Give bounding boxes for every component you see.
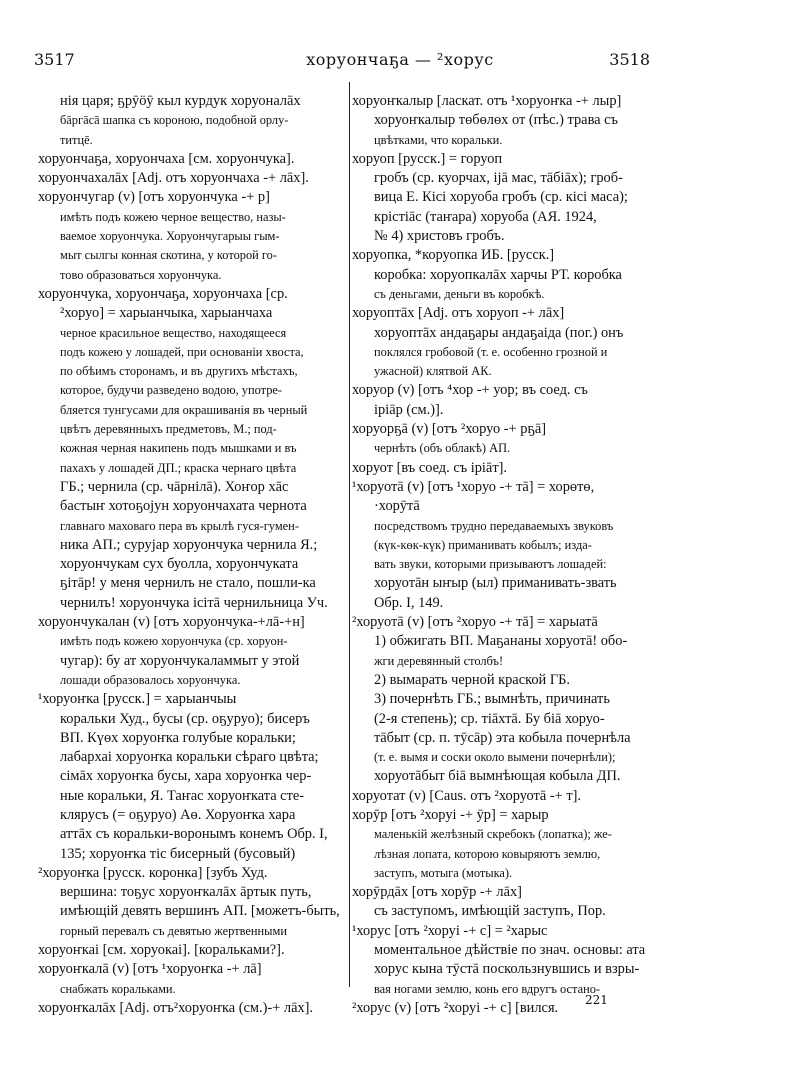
dictionary-line: хорӯр [отъ ²хоруі -+ ӯр] = харыр [352,806,549,823]
dictionary-line: хоруотат (v) [Caus. отъ ²хоруотā -+ т]. [352,787,581,804]
dictionary-line: снабжать коральками. [60,981,176,996]
dictionary-line: чугар): бу ат хоруончукаламмыт у этой [60,652,300,669]
left-column [38,92,344,1018]
dictionary-line: поклялся гробовой (т. е. особенно грозной и [374,344,608,359]
dictionary-line: 135; хоруоҥка тіс бисерный (бусовый) [60,845,296,862]
dictionary-line: хоруот [въ соед. съ іріāт]. [352,459,508,476]
dictionary-line: хорӯрдāх [отъ хорӯр -+ лāх] [352,884,522,901]
dictionary-line: клярусъ (= оҕуруо) Аө. Хоруоҥка хара [60,806,296,823]
dictionary-line: 1) обжигать ВП. Маҕананы хоруотā! обо- [374,633,628,650]
dictionary-line: съ заступомъ, имѣющій заступъ, Пор. [374,903,606,920]
dictionary-line: подъ кожею у лошадей, при основаніи хвоста, [60,344,304,359]
dictionary-line: чернилъ! хоруончука ісітā чернильница Уч. [60,594,328,611]
dictionary-line: чернѣть (объ облакѣ) АП. [374,441,511,456]
dictionary-line: маленькій желѣзный скребокъ (лопатка); же- [374,827,612,842]
dictionary-line: бляется тунгусами для окрашиванія въ черный [60,402,308,417]
dictionary-line: хоруончука, хоруончаҕа, хоруончаха [ср. [38,285,288,302]
dictionary-line: іріāр (см.)]. [374,401,444,418]
dictionary-line: хоруоҥкалыр төбөлөх от (пѣс.) трава съ [374,112,618,129]
dictionary-line: заступъ, мотыга (мотыка). [374,865,513,880]
dictionary-line: вица Е. Кісі хоруоба гробъ (ср. кісі маса); [374,189,628,206]
dictionary-line: тово образоваться хоруончука. [60,267,222,282]
dictionary-line: моментальное дѣйствіе по знач. основы: ата [374,942,646,959]
dictionary-line: пахахъ у лошадей ДП.; краска чернаго цвѣта [60,460,297,475]
dictionary-line: хоруоп [русск.] = горуоп [352,150,503,167]
dictionary-line: хоруотāбыт біā вымнѣющая кобыла ДП. [374,768,621,785]
dictionary-line: ҕітāр! у меня чернилъ не стало, пошли-ка [60,575,316,592]
dictionary-line: 2) вымарать черной краской ГБ. [374,671,571,688]
dictionary-line: вая ногами землю, конь его вдругъ остано- [374,981,601,996]
dictionary-line: ²хоруоҥка [русск. коронка] [зубъ Худ. [38,864,268,881]
page-header [0,50,800,74]
dictionary-line: ГБ.; чернила (ср. чāрнілā). Хоҥор хāс [60,478,289,495]
dictionary-line: хоруоҥкалыр [ласкат. отъ ¹хоруоҥка -+ лыр] [352,93,622,109]
dictionary-line: ²хоруо] = харыанчыка, харыанчаха [60,305,273,322]
dictionary-line: ¹хоруоҥка [русск.] = харыанчыы [38,691,237,708]
dictionary-line: кожная черная накипень подъ мышками и въ [60,441,297,456]
dictionary-line: цвѣтками, что коральки. [374,132,503,147]
dictionary-line: цвѣтъ деревянныхъ предметовъ, М.; под- [60,422,277,437]
dictionary-line: ваемое хоруончука. Хоруончугарыы гым- [60,229,280,244]
dictionary-line: мыт сылгы конная скотина, у которой го- [60,248,278,263]
dictionary-line: коральки Худ., бусы (ср. оҕуруо); бисеръ [60,710,310,727]
signature-mark: 221 [585,993,608,1007]
running-title: хоруончаҕа — ²хорус [306,50,494,69]
dictionary-line: ²хоруотā (v) [отъ ²хоруо -+ тā] = харыатā [352,614,598,631]
dictionary-line: горный перевалъ съ девятью жертвенными [60,923,287,938]
dictionary-line: хоруоҥкаі [см. хоруокаі]. [коральками?]. [38,942,285,959]
dictionary-line: хоруоптāх андаҕары андаҕаіда (пог.) онъ [374,324,624,341]
dictionary-line: лабархаі хоруоҥка коральки сѣраго цвѣта; [60,749,319,766]
dictionary-line: хоруончукалан (v) [отъ хоруончука-+лā-+н] [38,614,305,631]
dictionary-line: ¹хорус [отъ ²хоруі -+ с] = ²харыс [352,922,548,939]
dictionary-line: ¹хоруотā (v) [отъ ¹хоруо -+ тā] = хорөтө, [352,478,595,495]
dictionary-line: главнаго маховаго пера въ крылѣ гуся-гумен- [60,518,299,533]
dictionary-line: имѣть подъ кожею черное вещество, назы- [60,209,286,224]
dictionary-line: черное красильное вещество, находящееся [60,325,287,340]
dictionary-line: хоруончахалāх [Adj. отъ хоруончаха -+ лāх]. [38,170,309,187]
dictionary-line: сімāх хоруоҥка бусы, хара хоруоҥка чер- [60,768,312,785]
dictionary-line: ВП. Күөх хоруоҥка голубые коральки; [60,729,296,746]
dictionary-line: хоруоҥкалā (v) [отъ ¹хоруоҥка -+ лā] [38,961,262,978]
dictionary-line: ужасной) клятвой АК. [374,364,492,379]
dictionary-line: хоруончугар (v) [отъ хоруончука -+ р] [38,189,270,206]
dictionary-line: ²хорус (v) [отъ ²хоруі -+ с] [вился. [352,999,559,1016]
dictionary-line: вершина: тоҕус хоруоҥкалāх āртык путь, [60,884,312,901]
dictionary-line: 3) почернѣть ГБ.; вымнѣть, причинать [374,691,610,708]
dictionary-line: титцē. [60,132,93,147]
dictionary-line: хоруопка, *коруопка ИБ. [русск.] [352,247,555,264]
dictionary-line: (т. е. вымя и соски около вымени почернѣли); [374,750,616,765]
dictionary-line: хоруончукам сух буолла, хоруончуката [60,556,299,573]
dictionary-line: имѣть подъ кожею хоруончука (ср. хоруон- [60,634,288,649]
dictionary-line: вать звуки, которыми призываютъ лошадей: [374,557,607,572]
dictionary-line: хоруончаҕа, хоруончаха [см. хоруончука]. [38,150,295,167]
dictionary-line: хоруотāн ыҥыр (ыл) приманивать-звать [374,575,617,592]
dictionary-line: гробъ (ср. куорчах, іјā мас, тāбіāх); гроб- [374,170,623,187]
dictionary-line: посредствомъ трудно передаваемыхъ звуковъ [374,518,614,533]
dictionary-line: хоруор (v) [отъ ⁴хор -+ уор; въ соед. съ [352,382,588,399]
dictionary-line: лѣзная лопата, которою ковыряютъ землю, [374,846,601,861]
dictionary-line: ные коральки, Я. Таҥас хоруоҥката сте- [60,787,305,804]
page-number-left: 3517 [34,50,75,69]
dictionary-line: коробка: хоруопкалāх харчы РТ. коробка [374,266,622,283]
dictionary-line: ·хорӯтā [374,498,420,515]
dictionary-line: жги деревянный столбъ! [374,653,504,668]
dictionary-line: хоруорҕā (v) [отъ ²хоруо -+ рҕā] [352,421,547,438]
page-number-right: 3518 [609,50,650,69]
dictionary-line: съ деньгами, деньги въ коробкѣ. [374,286,545,301]
dictionary-line: лошади образовалось хоруончука. [60,672,241,687]
dictionary-line: крістіāс (таҥара) хоруоба (АЯ. 1924, [374,208,597,225]
dictionary-line: хоруоҥкалāх [Adj. отъ²хоруоҥка (см.)-+ лāх]. [38,999,314,1016]
dictionary-line: ника АП.; сурујар хоруончука чернила Я.; [60,536,318,553]
dictionary-line: тāбыт (ср. п. тӯсāр) эта кобыла почернѣла [374,729,631,746]
dictionary-line: которое, будучи разведено водою, употре- [60,383,283,398]
dictionary-line: хорус кына тӯстā поскользнувшись и взры- [374,961,640,978]
dictionary-line: имѣющій девять вершинъ АП. [можетъ-быть, [60,903,340,920]
column-divider [349,82,350,987]
dictionary-line: (күк-көк-күк) приманивать кобылъ; изда- [374,537,592,552]
dictionary-line: хоруоптāх [Adj. отъ хоруоп -+ лāх] [352,305,565,322]
right-column [352,92,658,1018]
dictionary-line: бāргāсā шапка съ короною, подобной орлу- [60,113,289,128]
dictionary-line: (2-я степень); ср. тіāхтā. Бу біā хоруо- [374,710,605,727]
dictionary-line: № 4) христовъ гробъ. [374,228,505,245]
dictionary-line: по обѣимъ сторонамъ, и въ другихъ мѣстахъ, [60,364,298,379]
dictionary-line: аттāх съ коральки-воронымъ конемъ Обр. I, [60,826,328,843]
dictionary-line: нія царя; ҕрӯӧӯ кыл курдук хоруоналāх [60,93,301,109]
dictionary-line: бастыҥ хотоҕојун хоруончахата чернота [60,498,307,515]
dictionary-line: Обр. I, 149. [374,594,444,611]
